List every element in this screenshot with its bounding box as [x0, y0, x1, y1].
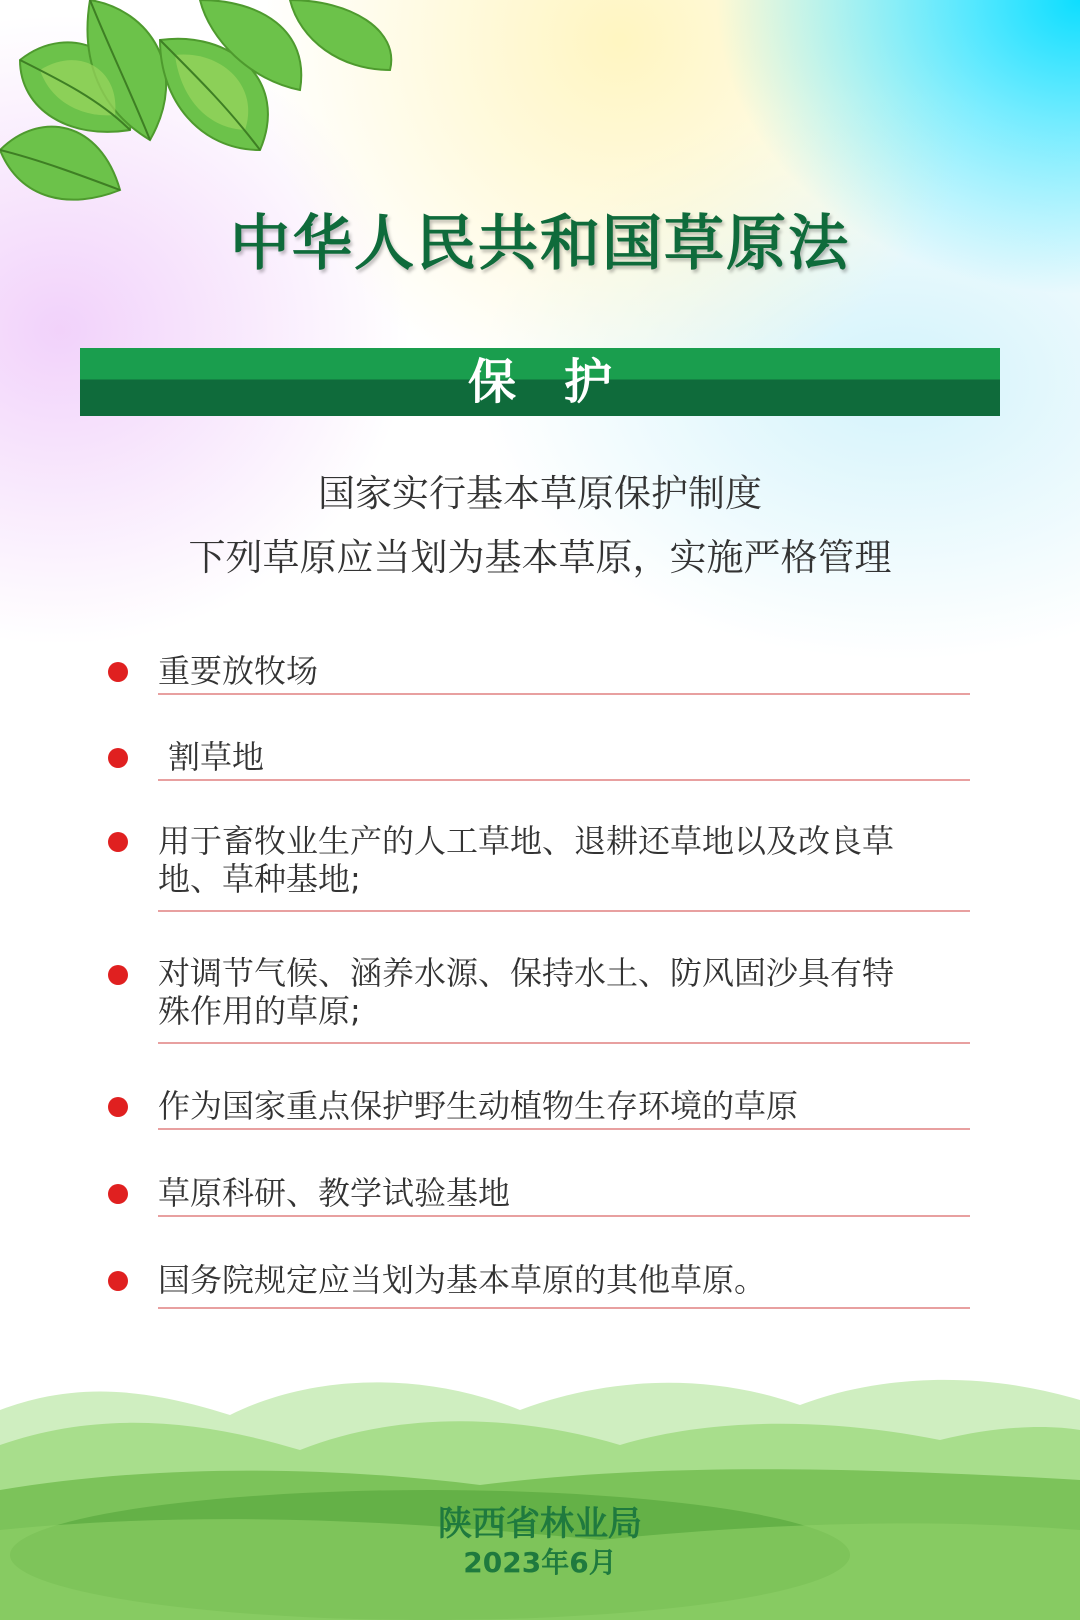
bullet-dot	[108, 1184, 128, 1204]
bullet-dot	[108, 832, 128, 852]
list-item-text: 国务院规定应当划为基本草原的其他草原。	[158, 1261, 767, 1299]
list-item-text: 对调节气候、涵养水源、保持水土、防风固沙具有特殊作用的草原;	[158, 954, 895, 1030]
bullet-dot	[108, 662, 128, 682]
list-item-text: 作为国家重点保护野生动植物生存环境的草原	[158, 1087, 799, 1125]
bullet-dot	[108, 1271, 128, 1291]
list-item-text: 用于畜牧业生产的人工草地、退耕还草地以及改良草地、草种基地;	[158, 822, 895, 898]
list-item-text: 草原科研、教学试验基地	[158, 1174, 511, 1212]
footer-organization: 陕西省林业局	[438, 1504, 642, 1544]
intro-line-1: 国家实行基本草原保护制度	[318, 472, 762, 515]
list-item-text: 割草地	[168, 738, 265, 776]
footer-date: 2023年6月	[463, 1546, 617, 1579]
divider	[158, 693, 970, 695]
page-title: 中华人民共和国草原法	[230, 209, 850, 279]
section-banner	[80, 348, 1000, 416]
section-banner-label: 保护	[467, 354, 660, 410]
hills-decoration	[0, 1370, 1080, 1620]
divider	[158, 1307, 970, 1309]
divider	[158, 1042, 970, 1044]
divider	[158, 1128, 970, 1130]
bullet-dot	[108, 748, 128, 768]
divider	[158, 1215, 970, 1217]
intro-line-2: 下列草原应当划为基本草原，实施严格管理	[188, 536, 892, 579]
bullet-dot	[108, 965, 128, 985]
divider	[158, 779, 970, 781]
bullet-dot	[108, 1097, 128, 1117]
list-item-text: 重要放牧场	[158, 652, 319, 690]
divider	[158, 910, 970, 912]
